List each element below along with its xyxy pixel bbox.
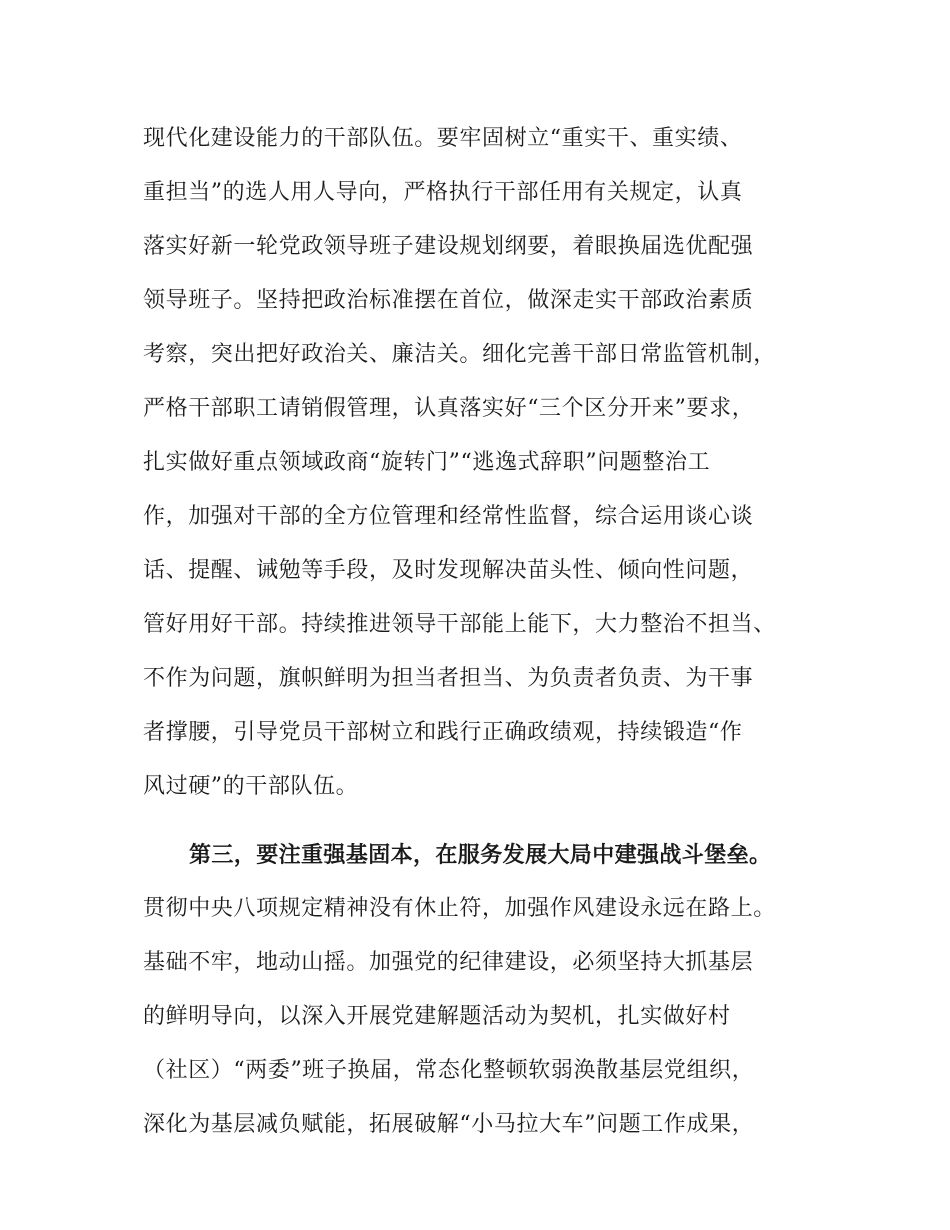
text-line: 作，加强对干部的全方位管理和经常性监督，综合运用谈心谈 <box>143 504 754 529</box>
text-line: 风过硬”的干部队伍。 <box>143 774 359 799</box>
text-line: 严格干部职工请销假管理，认真落实好“三个区分开来”要求， <box>143 396 755 421</box>
text-line: 深化为基层减负赋能，拓展破解“小马拉大车”问题工作成果， <box>143 1112 755 1137</box>
text-line: 领导班子。坚持把政治标准摆在首位，做深走实干部政治素质 <box>143 288 754 313</box>
text-line: 基础不牢，地动山摇。加强党的纪律建设，必须坚持大抓基层 <box>143 950 754 975</box>
text-line: 贯彻中央八项规定精神没有休止符，加强作风建设永远在路上。 <box>143 896 776 921</box>
text-line: （社区）“两委”班子换届，常态化整顿软弱涣散基层党组织， <box>143 1058 755 1083</box>
text-line: 扎实做好重点领域政商“旋转门”“逃逸式辞职”问题整治工 <box>143 450 711 475</box>
text-line: 不作为问题，旗帜鲜明为担当者担当、为负责者负责、为干事 <box>143 666 754 691</box>
text-line: 者撑腰，引导党员干部树立和践行正确政绩观，持续锻造“作 <box>143 720 743 745</box>
text-line: 考察，突出把好政治关、廉洁关。细化完善干部日常监管机制， <box>143 342 776 367</box>
text-line: 话、提醒、诫勉等手段，及时发现解决苗头性、倾向性问题， <box>143 558 754 583</box>
text-line: 的鲜明导向，以深入开展党建解题活动为契机，扎实做好村 <box>143 1004 731 1029</box>
text-line: 现代化建设能力的干部队伍。要牢固树立“重实干、重实绩、 <box>143 126 743 151</box>
section-heading: 第三，要注重强基固本，在服务发展大局中建强战斗堡垒。 <box>189 842 772 868</box>
text-line: 重担当”的选人用人导向，严格执行干部任用有关规定，认真 <box>143 180 743 205</box>
text-line: 落实好新一轮党政领导班子建设规划纲要，着眼换届选优配强 <box>143 234 754 259</box>
text-line: 管好用好干部。持续推进领导干部能上能下，大力整治不担当、 <box>143 612 776 637</box>
